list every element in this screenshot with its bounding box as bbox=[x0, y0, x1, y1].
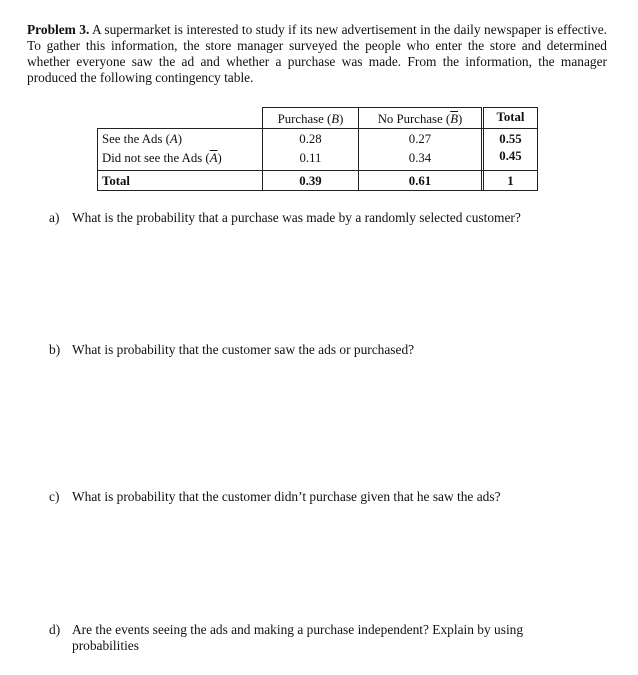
question-label: b) bbox=[49, 342, 61, 357]
header-no-purchase: No Purchase $(\overline{B})$ bbox=[377, 112, 463, 126]
cell-not-see-ads-total: 0.45 bbox=[499, 149, 522, 163]
question-label: a) bbox=[49, 210, 60, 225]
cell-total-purchase: 0.39 bbox=[299, 174, 322, 188]
cell-grand-total: 1 bbox=[507, 174, 514, 188]
cell-see-ads-no-purchase: 0.27 bbox=[408, 132, 432, 146]
header-purchase: Purchase (B) bbox=[277, 112, 344, 126]
row-label-total: Total bbox=[102, 174, 130, 188]
question-label: c) bbox=[49, 489, 60, 504]
question-text: What is probability that the customer didn’t purchase given that he saw the ads? bbox=[72, 489, 501, 504]
question-text: What is probability that the customer saw the ads or purchased? bbox=[72, 342, 415, 357]
row-label-see-ads: See the Ads (A) bbox=[102, 132, 182, 146]
problem-label: Problem 3. bbox=[27, 22, 90, 37]
cell-total-no-purchase: 0.61 bbox=[408, 174, 432, 188]
cell-not-see-ads-no-purchase: 0.34 bbox=[408, 151, 432, 165]
cell-see-ads-total: 0.55 bbox=[499, 132, 522, 146]
question-text: Are the events seeing the ads and making a purchase independent? Explain by using probabilities bbox=[72, 622, 524, 653]
row-label-not-see-ads: Did not see the Ads $(\overline{A})$ bbox=[102, 151, 222, 165]
question-label: d) bbox=[49, 622, 61, 637]
problem-statement bbox=[27, 22, 607, 86]
problem-text: A supermarket is interested to study if its new advertisement in the daily newspaper is effective. To gather this information, the store manager surveyed the people who enter the store and determined whether everyone saw the ad and whether a purchase was made. From the information, the manager produced the following contingency table. bbox=[27, 22, 608, 85]
cell-see-ads-purchase: 0.28 bbox=[299, 132, 322, 146]
question-text: What is the probability that a purchase was made by a randomly selected customer? bbox=[72, 210, 521, 225]
header-total: Total bbox=[496, 110, 525, 124]
cell-not-see-ads-purchase: 0.11 bbox=[299, 151, 322, 165]
